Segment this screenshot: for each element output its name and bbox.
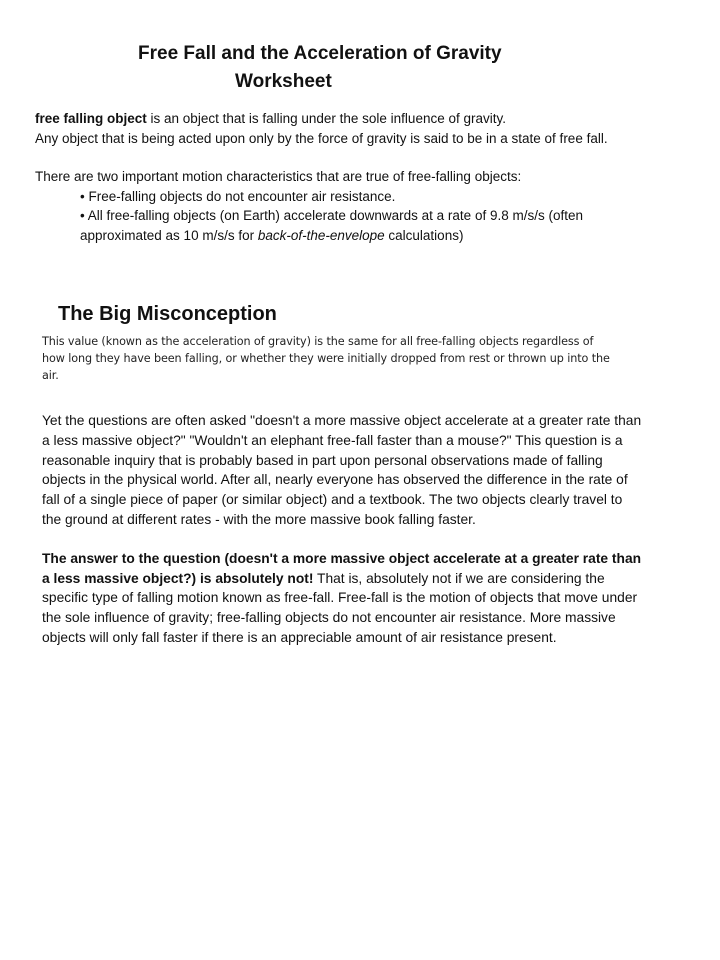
bullet-2-text: All free-falling objects (on Earth) accelerate downwards at a rate of 9.8 m/s/s (often approximated as 10 m/s/s for (80, 208, 583, 243)
definition-term: free falling object (35, 111, 147, 126)
definition-paragraph (35, 109, 645, 129)
section-heading: The Big Misconception (58, 303, 277, 325)
bullet-2-text-end: calculations) (384, 227, 464, 243)
answer-bold-text: The answer to the question (doesn't a more massive object accelerate at a greater rate than a less massive object?) is absolutely not! (42, 550, 642, 586)
characteristics-list (35, 187, 645, 246)
misconception-body (42, 411, 642, 648)
title-line-2: Worksheet (235, 71, 332, 92)
definition-line-2: Any object that is being acted upon only by the force of gravity is said to be in a state of free fall. (35, 130, 608, 146)
bullet-2-emphasis: back-of-the-envelope (257, 227, 385, 243)
worksheet-title (138, 40, 578, 96)
answer-rest-text: That is, absolutely not if we are considering the specific type of falling motion known as free-fall. Free-fall is the motion of objects that move under the sole influence of gravity; free-falling objects do not encounter air resistance. More massive objects will only fall faster if there is an appreciable amount of air resistance present. (42, 570, 638, 645)
acceleration-note: This value (known as the acceleration of gravity) is the same for all free-falling objects regardless of how long they have been falling, or whether they were initially dropped from rest or thrown up into the air. (42, 335, 610, 382)
list-item (35, 187, 645, 207)
bullet-icon: • (80, 188, 85, 204)
misconception-paragraph-2 (42, 549, 642, 648)
intro-section (35, 109, 645, 245)
bullet-1-text: Free-falling objects do not encounter air resistance. (88, 188, 396, 204)
title-line-1: Free Fall and the Acceleration of Gravity (138, 43, 502, 64)
definition-text: is an object that is falling under the sole influence of gravity. (146, 111, 506, 126)
list-item (35, 206, 645, 245)
bullet-icon: • (80, 208, 85, 223)
characteristics-intro: There are two important motion characteristics that are true of free-falling objects: (35, 169, 522, 184)
misconception-paragraph-1: Yet the questions are often asked "doesn't a more massive object accelerate at a greater rate than a less massive object?" "Wouldn't an elephant free-fall faster than a mouse?" This question is a reasonable inquiry that is probably based in part upon personal observations made of falling objects in the physical world. After all, nearly everyone has observed the difference in the rate of fall of a single piece of paper (or similar object) and a textbook. The two objects clearly travel to the ground at different rates - with the more massive book falling faster. (42, 413, 642, 527)
